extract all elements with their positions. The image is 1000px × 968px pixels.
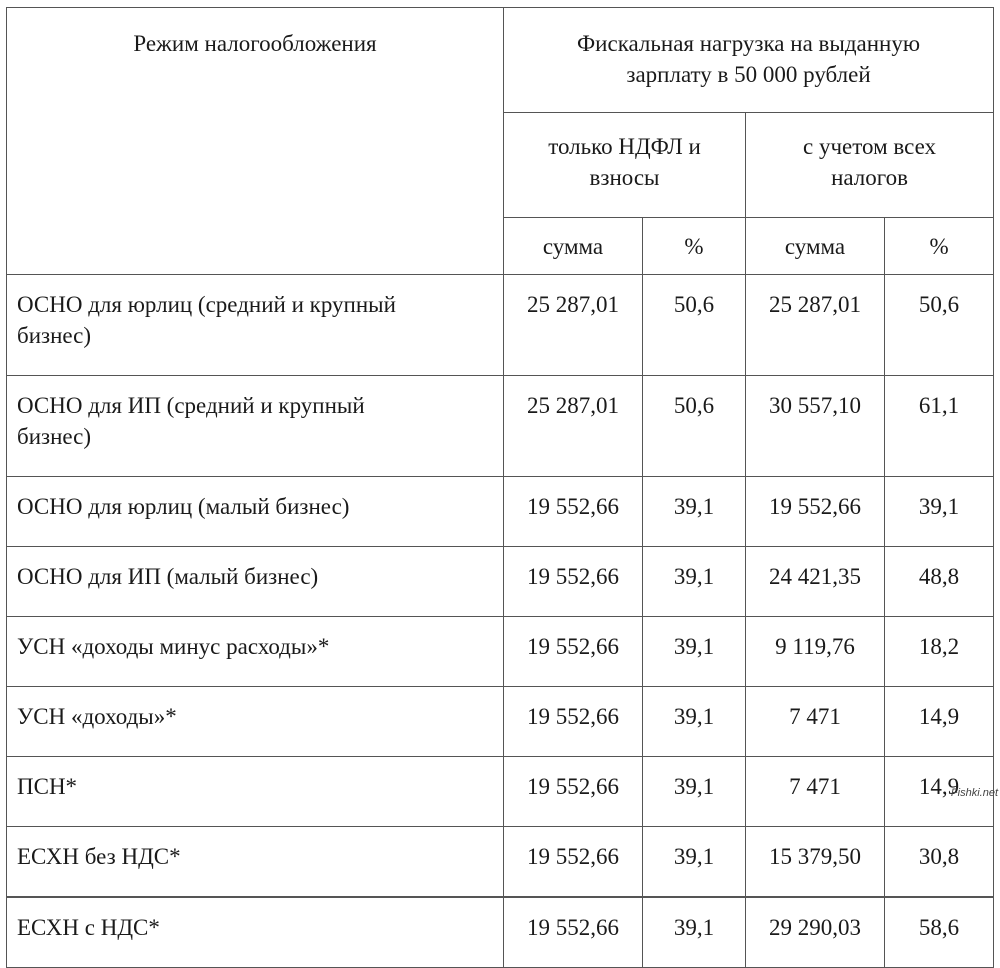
regime-cell: ОСНО для юрлиц (средний и крупный бизнес) (7, 275, 504, 376)
ndfl-sum-cell: 19 552,66 (504, 477, 643, 547)
all-pct-cell: 14,9 (885, 757, 994, 827)
all-sum-cell: 24 421,35 (746, 547, 885, 617)
all-sum-cell: 25 287,01 (746, 275, 885, 376)
ndfl-pct-cell: 39,1 (643, 897, 746, 968)
table-row (7, 687, 994, 757)
ndfl-pct-cell: 50,6 (643, 275, 746, 376)
header-fiscal-load: Фискальная нагрузка на выданную зарплату в 50 000 рублей (504, 8, 994, 113)
header-all-pct: % (885, 218, 994, 275)
regime-cell: ОСНО для ИП (средний и крупный бизнес) (7, 376, 504, 477)
header-all-taxes: с учетом всех налогов (746, 113, 994, 218)
ndfl-sum-cell: 19 552,66 (504, 757, 643, 827)
regime-cell: ПСН* (7, 757, 504, 827)
regime-cell: ОСНО для юрлиц (малый бизнес) (7, 477, 504, 547)
ndfl-sum-cell: 19 552,66 (504, 547, 643, 617)
regime-cell: УСН «доходы»* (7, 687, 504, 757)
table-row (7, 477, 994, 547)
table-row (7, 617, 994, 687)
header-ndfl-only: только НДФЛ и взносы (504, 113, 746, 218)
ndfl-sum-cell: 25 287,01 (504, 275, 643, 376)
all-sum-cell: 15 379,50 (746, 827, 885, 898)
ndfl-pct-cell: 39,1 (643, 827, 746, 898)
all-pct-cell: 58,6 (885, 897, 994, 968)
header-row-1 (7, 8, 994, 113)
ndfl-sum-cell: 25 287,01 (504, 376, 643, 477)
ndfl-sum-cell: 19 552,66 (504, 687, 643, 757)
table-row (7, 827, 994, 898)
header-all-sum: сумма (746, 218, 885, 275)
table-row (7, 275, 994, 376)
all-sum-cell: 30 557,10 (746, 376, 885, 477)
header-ndfl-sum: сумма (504, 218, 643, 275)
regime-cell: УСН «доходы минус расходы»* (7, 617, 504, 687)
ndfl-sum-cell: 19 552,66 (504, 617, 643, 687)
all-pct-cell: 18,2 (885, 617, 994, 687)
all-sum-cell: 7 471 (746, 687, 885, 757)
header-ndfl-pct: % (643, 218, 746, 275)
all-sum-cell: 9 119,76 (746, 617, 885, 687)
ndfl-pct-cell: 39,1 (643, 757, 746, 827)
ndfl-pct-cell: 39,1 (643, 547, 746, 617)
table-row (7, 547, 994, 617)
table-row (7, 897, 994, 968)
ndfl-pct-cell: 39,1 (643, 617, 746, 687)
all-sum-cell: 29 290,03 (746, 897, 885, 968)
ndfl-pct-cell: 50,6 (643, 376, 746, 477)
ndfl-pct-cell: 39,1 (643, 477, 746, 547)
table-row (7, 376, 994, 477)
header-regime: Режим налогообложения (7, 8, 504, 275)
all-pct-cell: 61,1 (885, 376, 994, 477)
ndfl-pct-cell: 39,1 (643, 687, 746, 757)
all-pct-cell: 39,1 (885, 477, 994, 547)
all-sum-cell: 19 552,66 (746, 477, 885, 547)
table-row (7, 757, 994, 827)
all-pct-cell: 48,8 (885, 547, 994, 617)
all-pct-cell: 14,9 (885, 687, 994, 757)
tax-burden-table (6, 7, 994, 968)
ndfl-sum-cell: 19 552,66 (504, 897, 643, 968)
all-sum-cell: 7 471 (746, 757, 885, 827)
regime-cell: ОСНО для ИП (малый бизнес) (7, 547, 504, 617)
regime-cell: ЕСХН без НДС* (7, 827, 504, 898)
watermark: Fishki.net (950, 787, 998, 799)
all-pct-cell: 30,8 (885, 827, 994, 898)
regime-cell: ЕСХН с НДС* (7, 897, 504, 968)
all-pct-cell: 50,6 (885, 275, 994, 376)
ndfl-sum-cell: 19 552,66 (504, 827, 643, 898)
